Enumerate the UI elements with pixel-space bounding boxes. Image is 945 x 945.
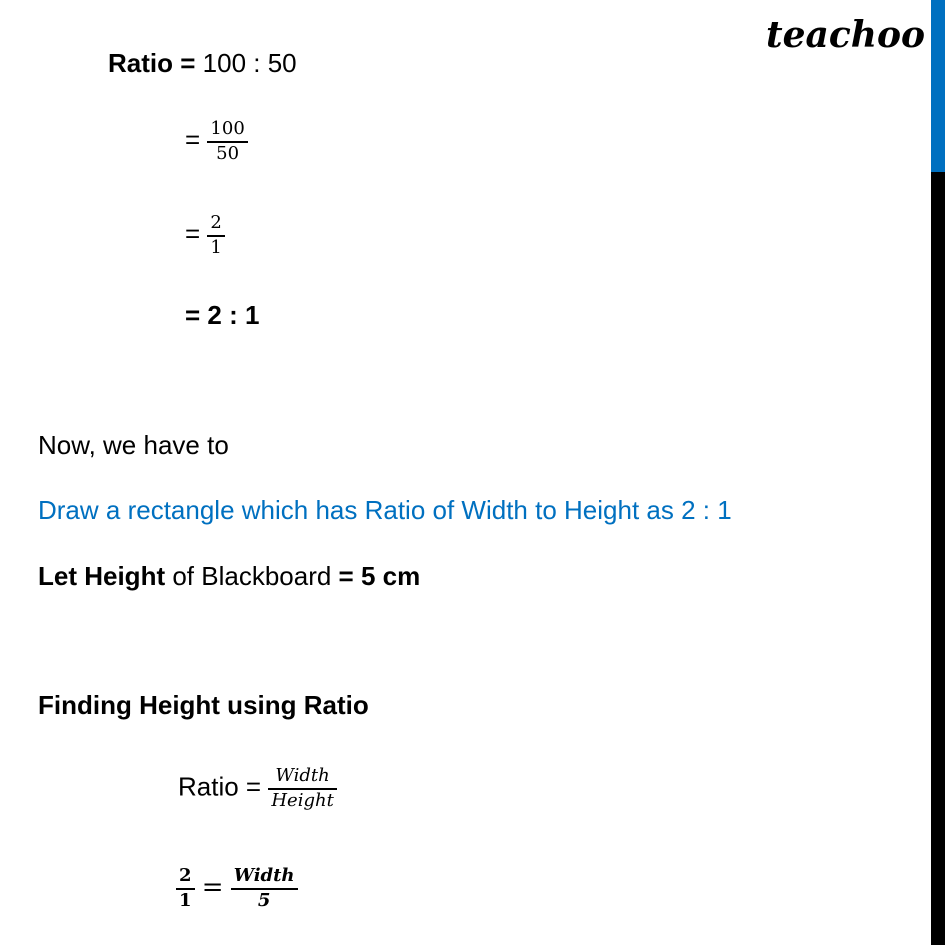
ratio-result: = 2 : 1 [185,300,260,330]
numerator: 2 [176,865,195,890]
equals-sign: = [185,218,201,249]
equals-sign: = [185,124,201,155]
numerator: 100 [207,118,247,143]
ratio-label: Ratio = [108,48,196,78]
numerator: Width [268,765,336,790]
ratio-value: 100 : 50 [195,48,297,78]
fraction-2-1 [207,212,224,259]
task-text: Draw a rectangle which has Ratio of Width to Height as 2 : 1 [38,495,732,525]
ratio-equation [176,865,298,912]
fraction-100-50 [207,118,247,165]
denominator: 50 [216,142,240,164]
sidebar-accent [931,0,945,172]
sidebar-bar [931,0,945,945]
section-heading: Finding Height using Ratio [38,690,369,720]
fraction-width-height [268,765,336,812]
step-fraction-1 [185,118,248,165]
teachoo-logo: teachoo [766,14,925,56]
numerator: 2 [207,212,224,237]
ratio-formula [178,765,337,812]
fraction-width-5 [231,865,298,912]
height-value: = 5 cm [338,561,421,591]
ratio-label: Ratio = [178,771,262,802]
of-blackboard: of Blackboard [165,561,339,591]
equals-sign: = [201,872,224,903]
denominator: 1 [179,889,192,911]
ratio-line [108,48,297,79]
denominator: 1 [210,236,222,258]
numerator: Width [231,865,298,890]
fraction-2-1-bold [176,865,195,912]
let-height-label: Let Height [38,561,166,591]
step-fraction-2 [185,212,225,259]
denominator: Height [271,789,334,811]
denominator: 5 [257,889,271,911]
let-height-line [38,561,420,592]
now-text: Now, we have to [38,430,229,460]
